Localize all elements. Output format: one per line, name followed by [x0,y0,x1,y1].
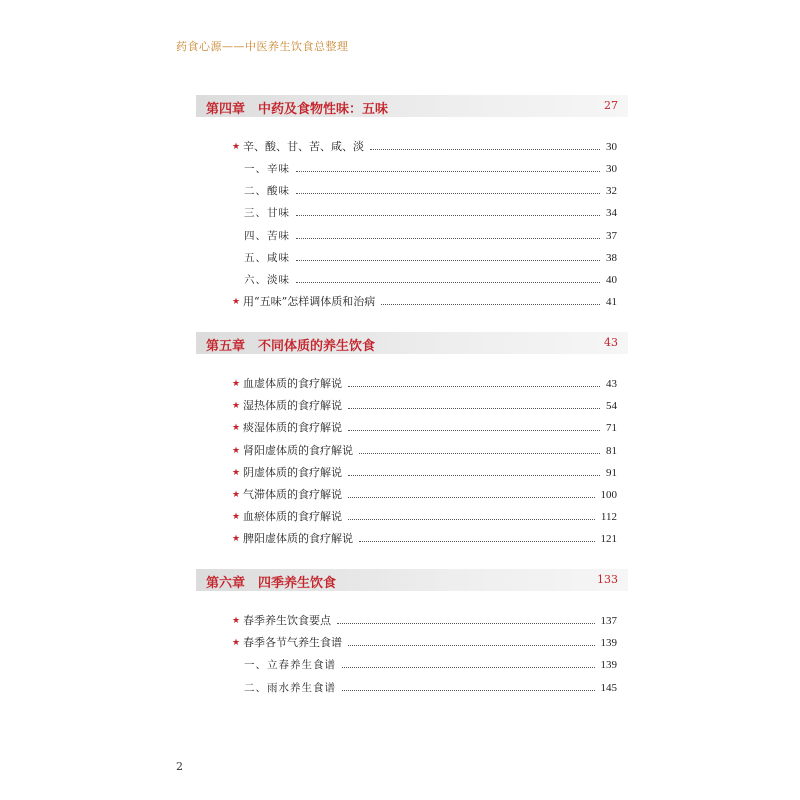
dot-leader [296,282,600,283]
chapter-page-number: 27 [604,99,618,112]
dot-leader [296,193,600,194]
chapter-heading-5[interactable] [196,332,628,354]
toc-entry[interactable] [232,530,617,546]
entry-label: 痰湿体质的食疗解说 [243,421,342,434]
entry-label: 气滞体质的食疗解说 [243,488,342,501]
entry-page-number: 139 [600,659,617,671]
entry-page-number: 30 [606,163,617,175]
entry-label: 五、咸味 [244,252,290,264]
star-icon: ★ [232,142,241,152]
dot-leader [348,519,595,520]
entry-page-number: 91 [606,467,617,479]
entry-label: 春季养生饮食要点 [243,614,331,627]
entry-page-number: 30 [606,141,617,153]
dot-leader [370,149,600,150]
dot-leader [348,475,600,476]
star-icon: ★ [232,297,241,307]
toc-subentry[interactable] [244,227,617,243]
entry-page-number: 139 [600,637,617,649]
entry-page-number: 121 [600,533,617,545]
dot-leader [296,238,600,239]
star-icon: ★ [232,616,241,626]
entry-label: 二、雨水养生食谱 [244,682,336,694]
star-icon: ★ [232,468,241,478]
dot-leader [359,541,595,542]
entry-label: 湿热体质的食疗解说 [243,399,342,412]
entry-label: 辛、酸、甘、苦、咸、淡 [243,140,364,153]
toc-subentry[interactable] [244,204,617,220]
star-icon: ★ [232,638,241,648]
dot-leader [296,171,600,172]
star-icon: ★ [232,534,241,544]
entry-label: 肾阳虚体质的食疗解说 [243,444,353,457]
dot-leader [342,667,595,668]
toc-subentry[interactable] [244,182,617,198]
toc-entry[interactable] [232,612,617,628]
toc-subentry[interactable] [244,271,617,287]
chapter-heading-4[interactable] [196,95,628,117]
chapter-title: 第五章 不同体质的养生饮食 [206,339,376,354]
chapter-title: 第四章 中药及食物性味：五味 [206,102,389,117]
entry-page-number: 81 [606,445,617,457]
toc-entry[interactable] [232,464,617,480]
dot-leader [342,690,595,691]
star-icon: ★ [232,490,241,500]
entry-label: 一、辛味 [244,163,290,175]
dot-leader [296,260,600,261]
toc-entry[interactable] [232,397,617,413]
toc-entry[interactable] [232,375,617,391]
chapter-page-number: 43 [604,336,618,349]
entry-page-number: 40 [606,274,617,286]
entry-label: 四、苦味 [244,230,290,242]
toc-subentry[interactable] [244,656,617,672]
entry-label: 三、甘味 [244,207,290,219]
entry-label: 用“五味”怎样调体质和治病 [243,295,376,308]
toc-entry[interactable] [232,138,617,154]
chapter-title: 第六章 四季养生饮食 [206,576,337,591]
toc-entry[interactable] [232,508,617,524]
entry-page-number: 38 [606,252,617,264]
entry-label: 血虚体质的食疗解说 [243,377,342,390]
entry-label: 脾阳虚体质的食疗解说 [243,532,353,545]
chapter-heading-6[interactable] [196,569,628,591]
toc-subentry[interactable] [244,249,617,265]
dot-leader [296,215,600,216]
entry-label: 一、立春养生食谱 [244,659,336,671]
entry-label: 春季各节气养生食谱 [243,636,342,649]
entry-page-number: 37 [606,230,617,242]
entry-page-number: 71 [606,422,617,434]
entry-page-number: 41 [606,296,617,308]
dot-leader [348,386,600,387]
entry-label: 二、酸味 [244,185,290,197]
entry-label: 血瘀体质的食疗解说 [243,510,342,523]
entry-page-number: 54 [606,400,617,412]
dot-leader [348,408,600,409]
page-number: 2 [176,760,183,773]
dot-leader [348,497,595,498]
entry-page-number: 145 [600,682,617,694]
star-icon: ★ [232,401,241,411]
chapter-page-number: 133 [597,573,618,586]
star-icon: ★ [232,446,241,456]
entry-page-number: 34 [606,207,617,219]
entry-page-number: 32 [606,185,617,197]
dot-leader [348,645,595,646]
toc-subentry[interactable] [244,679,617,695]
toc-entry[interactable] [232,442,617,458]
entry-label: 阴虚体质的食疗解说 [243,466,342,479]
dot-leader [348,430,600,431]
dot-leader [337,623,595,624]
toc-entry[interactable] [232,486,617,502]
entry-page-number: 43 [606,378,617,390]
toc-entry[interactable] [232,634,617,650]
entry-page-number: 112 [600,511,617,523]
toc-entry[interactable] [232,293,617,309]
toc-subentry[interactable] [244,160,617,176]
entry-label: 六、淡味 [244,274,290,286]
entry-page-number: 100 [600,489,617,501]
star-icon: ★ [232,423,241,433]
star-icon: ★ [232,512,241,522]
dot-leader [359,453,600,454]
star-icon: ★ [232,379,241,389]
dot-leader [381,304,600,305]
entry-page-number: 137 [600,615,617,627]
running-head: 药食心源——中医养生饮食总整理 [176,40,349,53]
toc-entry[interactable] [232,419,617,435]
